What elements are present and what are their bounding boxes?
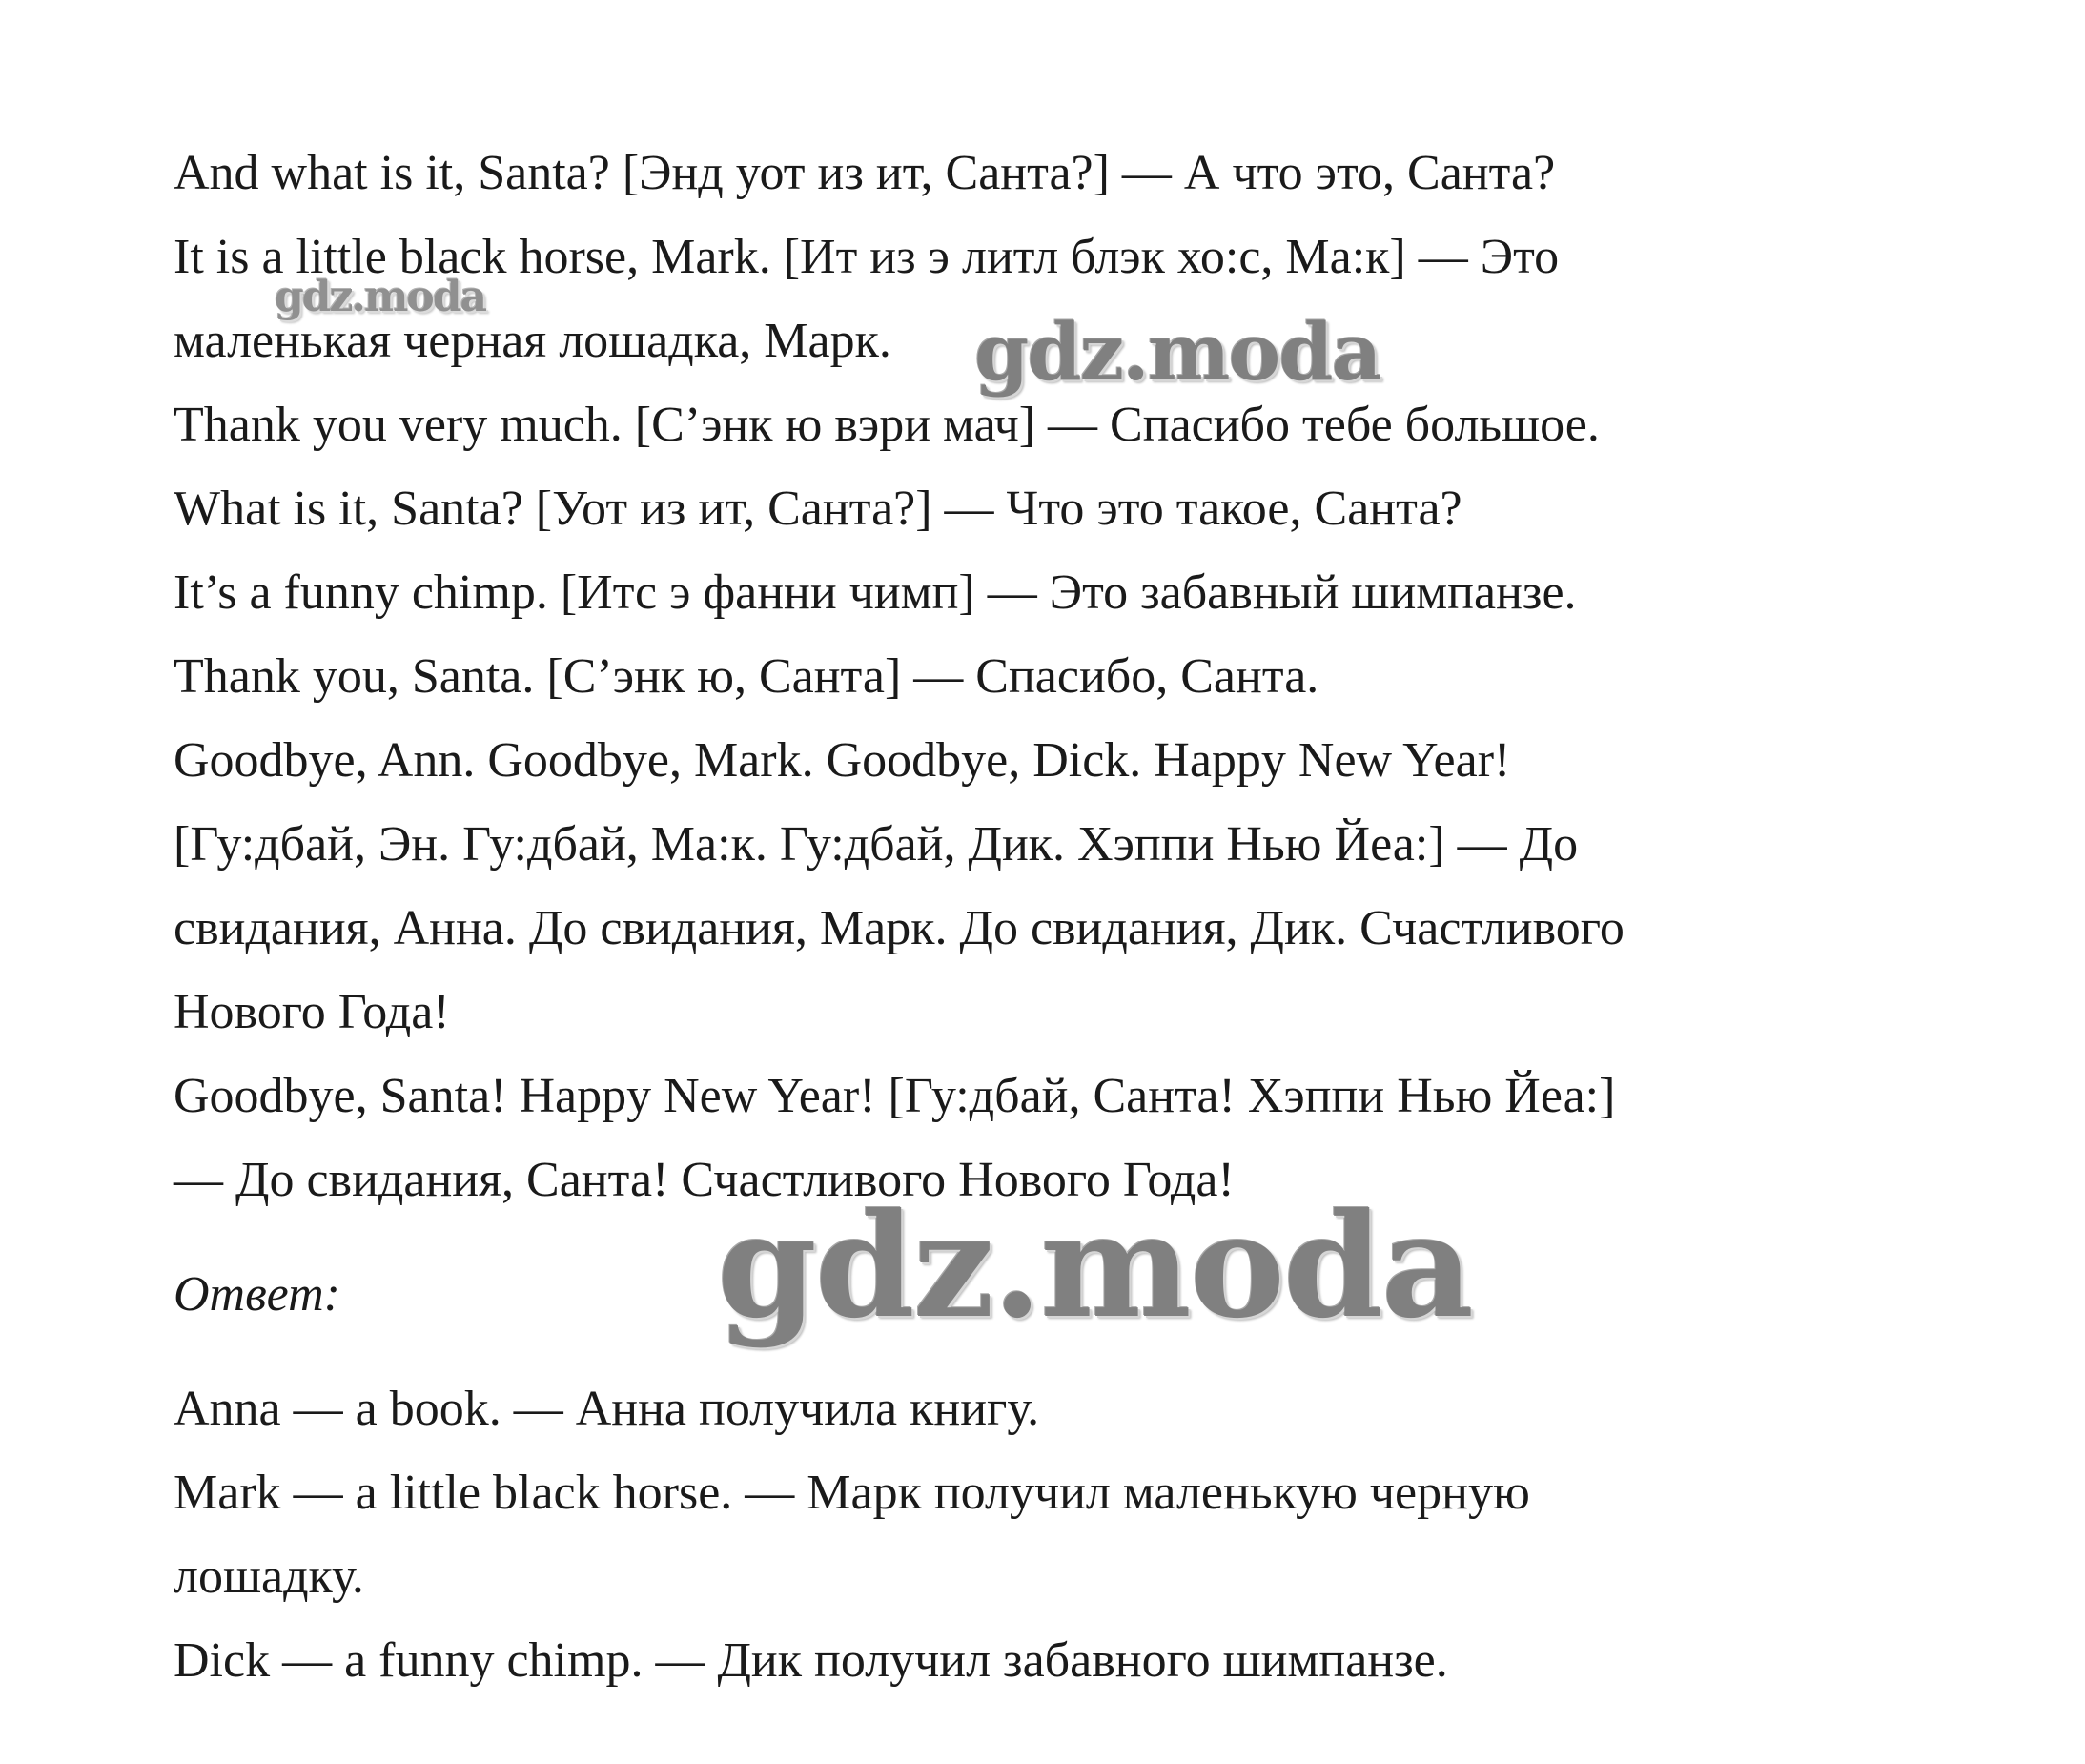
dialogue-line: Goodbye, Santa! Happy New Year! [Гу:дбай, Санта! Хэппи Нью Йеа:]: [174, 1069, 1616, 1123]
watermark-small: gdz.moda: [275, 273, 486, 321]
dialogue-line: Нового Года!: [174, 985, 450, 1039]
answer-line: лошадку.: [174, 1549, 364, 1604]
dialogue-line: [Гу:дбай, Эн. Гу:дбай, Ма:к. Гу:дбай, Дик. Хэппи Нью Йеа:] — До: [174, 817, 1579, 872]
answer-line: Mark — a little black horse. — Марк получил маленькую черную: [174, 1466, 1530, 1520]
document-text: [174, 132, 1985, 1703]
watermark-large: gdz.moda: [717, 1182, 1473, 1350]
dialogue-section: [174, 132, 1985, 1222]
dialogue-line: Thank you, Santa. [С’энк ю, Санта] — Спасибо, Санта.: [174, 649, 1319, 704]
watermark-medium: gdz.moda: [974, 307, 1380, 399]
answers-section: [174, 1367, 1985, 1703]
dialogue-line: Thank you very much. [С’энк ю вэри мач] — Спасибо тебе большое.: [174, 398, 1600, 452]
dialogue-line: It is a little black horse, Mark. [Ит из э литл блэк хо:с, Ма:к] — Это: [174, 230, 1560, 284]
answer-line: Anna — a book. — Анна получила книгу.: [174, 1382, 1040, 1436]
dialogue-line: Goodbye, Ann. Goodbye, Mark. Goodbye, Dick. Happy New Year!: [174, 733, 1511, 788]
answer-label: Ответ:: [174, 1267, 340, 1322]
dialogue-line: What is it, Santa? [Уот из ит, Санта?] — Что это такое, Санта?: [174, 482, 1462, 536]
answer-line: Dick — a funny chimp. — Дик получил забавного шимпанзе.: [174, 1633, 1448, 1688]
dialogue-line: маленькая черная лошадка, Марк.: [174, 314, 891, 368]
dialogue-line: And what is it, Santa? [Энд уот из ит, Санта?] — А что это, Санта?: [174, 146, 1556, 200]
dialogue-line: — До свидания, Санта! Счастливого Нового Года!: [174, 1153, 1235, 1207]
dialogue-line: It’s a funny chimp. [Итс э фанни чимп] — Это забавный шимпанзе.: [174, 565, 1577, 620]
dialogue-line: свидания, Анна. До свидания, Марк. До свидания, Дик. Счастливого: [174, 901, 1625, 955]
